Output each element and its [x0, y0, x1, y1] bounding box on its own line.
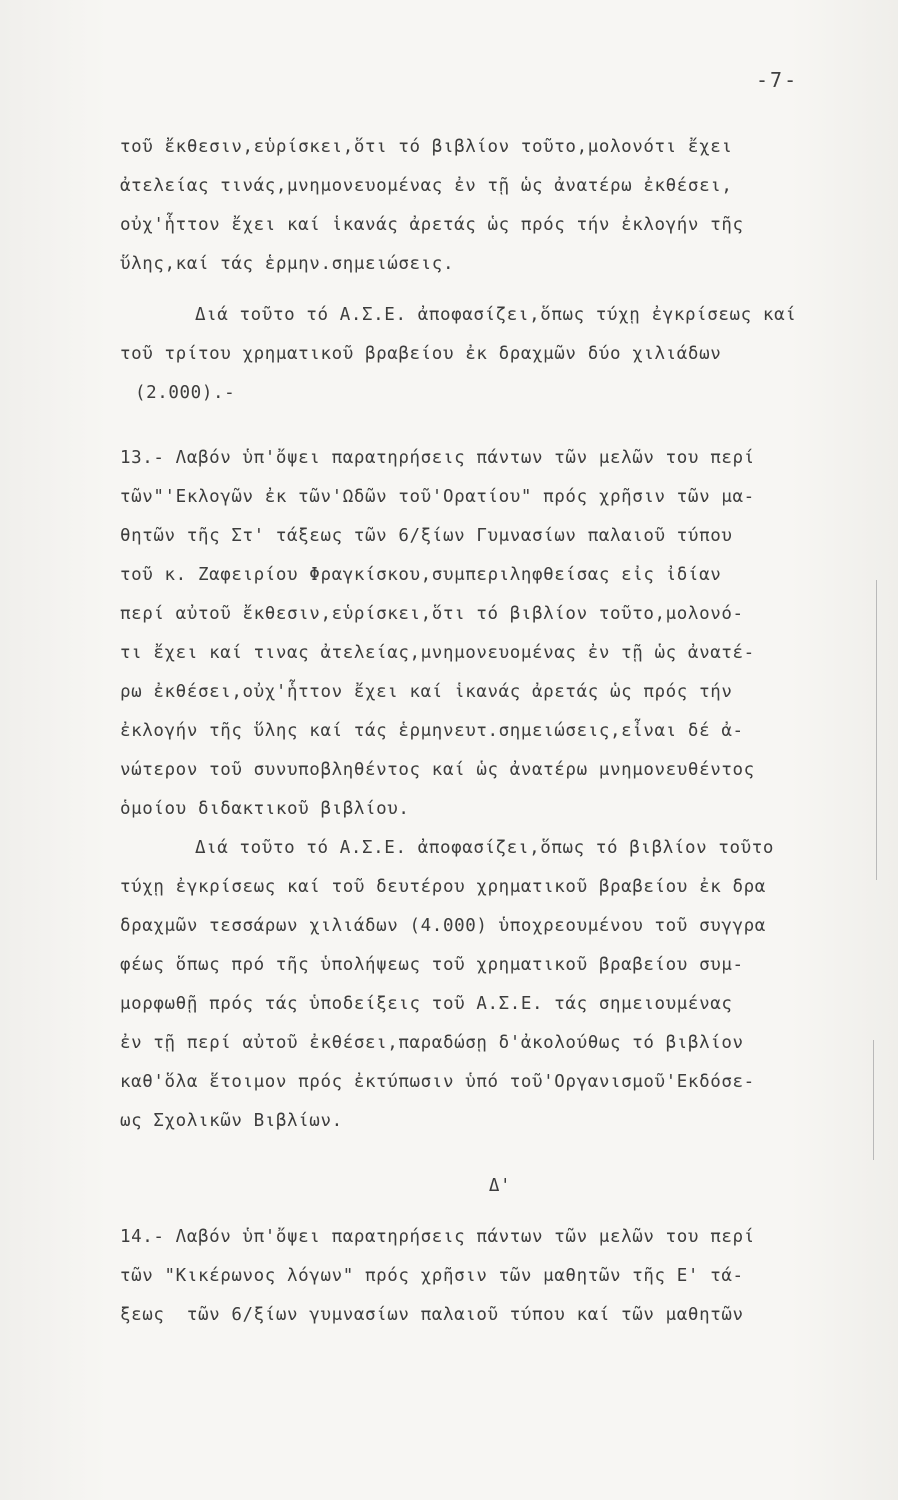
document-body [120, 128, 880, 1335]
text-line: (2.000).- [135, 383, 236, 403]
text-line: τῶν"'Εκλογῶν ἐκ τῶν'Ωδῶν τοῦ'Ορατίου" πρός χρῆσιν τῶν μα- [120, 487, 755, 507]
text-line: νώτερον τοῦ συνυποβληθέντος καί ὡς ἀνατέρω μνημονευθέντος [120, 760, 755, 780]
text-line: 14.- Λαβόν ὑπ'ὄψει παρατηρήσεις πάντων τῶν μελῶν του περί [120, 1227, 755, 1247]
text-line: φέως ὅπως πρό τῆς ὑπολήψεως τοῦ χρηματικοῦ βραβείου συμ- [120, 955, 744, 975]
text-line: τῶν "Κικέρωνος λόγων" πρός χρῆσιν τῶν μαθητῶν τῆς Ε' τά- [120, 1266, 744, 1286]
margin-mark [873, 1040, 874, 1160]
text-line: ρω ἐκθέσει,οὐχ'ἧττον ἔχει καί ἱκανάς ἀρετάς ὡς πρός τήν [120, 682, 733, 702]
text-line: μορφωθῇ πρός τάς ὑποδείξεις τοῦ Α.Σ.Ε. τάς σημειουμένας [120, 994, 733, 1014]
text-line: ὕλης,καί τάς ἑρμην.σημειώσεις. [120, 254, 455, 274]
section-heading: Δ' [488, 1176, 512, 1196]
text-line: ἀτελείας τινάς,μνημονευομένας ἐν τῇ ὡς ἀνατέρω ἐκθέσει, [120, 176, 733, 196]
text-line: Διά τοῦτο τό Α.Σ.Ε. ἀποφασίζει,ὅπως τύχῃ ἐγκρίσεως καί [195, 305, 797, 325]
text-line: τι ἔχει καί τινας ἀτελείας,μνημονευομένας ἐν τῇ ὡς ἀνατέ- [120, 643, 755, 663]
text-line: τοῦ ἔκθεσιν,εὑρίσκει,ὅτι τό βιβλίον τοῦτο,μολονότι ἔχει [120, 137, 733, 157]
margin-mark [876, 580, 877, 880]
text-line: οὐχ'ἧττον ἔχει καί ἱκανάς ἀρετάς ὡς πρός τήν ἐκλογήν τῆς [120, 215, 744, 235]
text-line: ως Σχολικῶν Βιβλίων. [120, 1111, 343, 1131]
text-line: τύχῃ ἐγκρίσεως καί τοῦ δευτέρου χρηματικοῦ βραβείου ἐκ δρα [120, 877, 766, 897]
text-line: 13.- Λαβόν ὑπ'ὄψει παρατηρήσεις πάντων τῶν μελῶν του περί [120, 448, 755, 468]
text-line: ξεως τῶν 6/ξίων γυμνασίων παλαιοῦ τύπου καί τῶν μαθητῶν [120, 1305, 744, 1325]
page-number: -7- [756, 68, 799, 92]
text-line: Διά τοῦτο τό Α.Σ.Ε. ἀποφασίζει,ὅπως τό βιβλίον τοῦτο [195, 838, 775, 858]
text-line: θητῶν τῆς Στ' τάξεως τῶν 6/ξίων Γυμνασίων παλαιοῦ τύπου [120, 526, 733, 546]
text-line: καθ'ὅλα ἕτοιμον πρός ἐκτύπωσιν ὑπό τοῦ'Οργανισμοῦ'Εκδόσε- [120, 1072, 755, 1092]
text-line: τοῦ κ. Ζαφειρίου Φραγκίσκου,συμπεριληφθείσας εἰς ἰδίαν [120, 565, 722, 585]
text-line: ἐν τῇ περί αὐτοῦ ἐκθέσει,παραδώσῃ δ'ἀκολούθως τό βιβλίον [120, 1033, 744, 1053]
text-line: ἐκλογήν τῆς ὕλης καί τάς ἑρμηνευτ.σημειώσεις,εἶναι δέ ἀ- [120, 721, 744, 741]
text-line: τοῦ τρίτου χρηματικοῦ βραβείου ἐκ δραχμῶν δύο χιλιάδων [120, 344, 722, 364]
text-line: περί αὐτοῦ ἔκθεσιν,εὑρίσκει,ὅτι τό βιβλίον τοῦτο,μολονό- [120, 604, 744, 624]
text-line: δραχμῶν τεσσάρων χιλιάδων (4.000) ὑποχρεουμένου τοῦ συγγρα [120, 916, 766, 936]
text-line: ὁμοίου διδακτικοῦ βιβλίου. [120, 799, 410, 819]
